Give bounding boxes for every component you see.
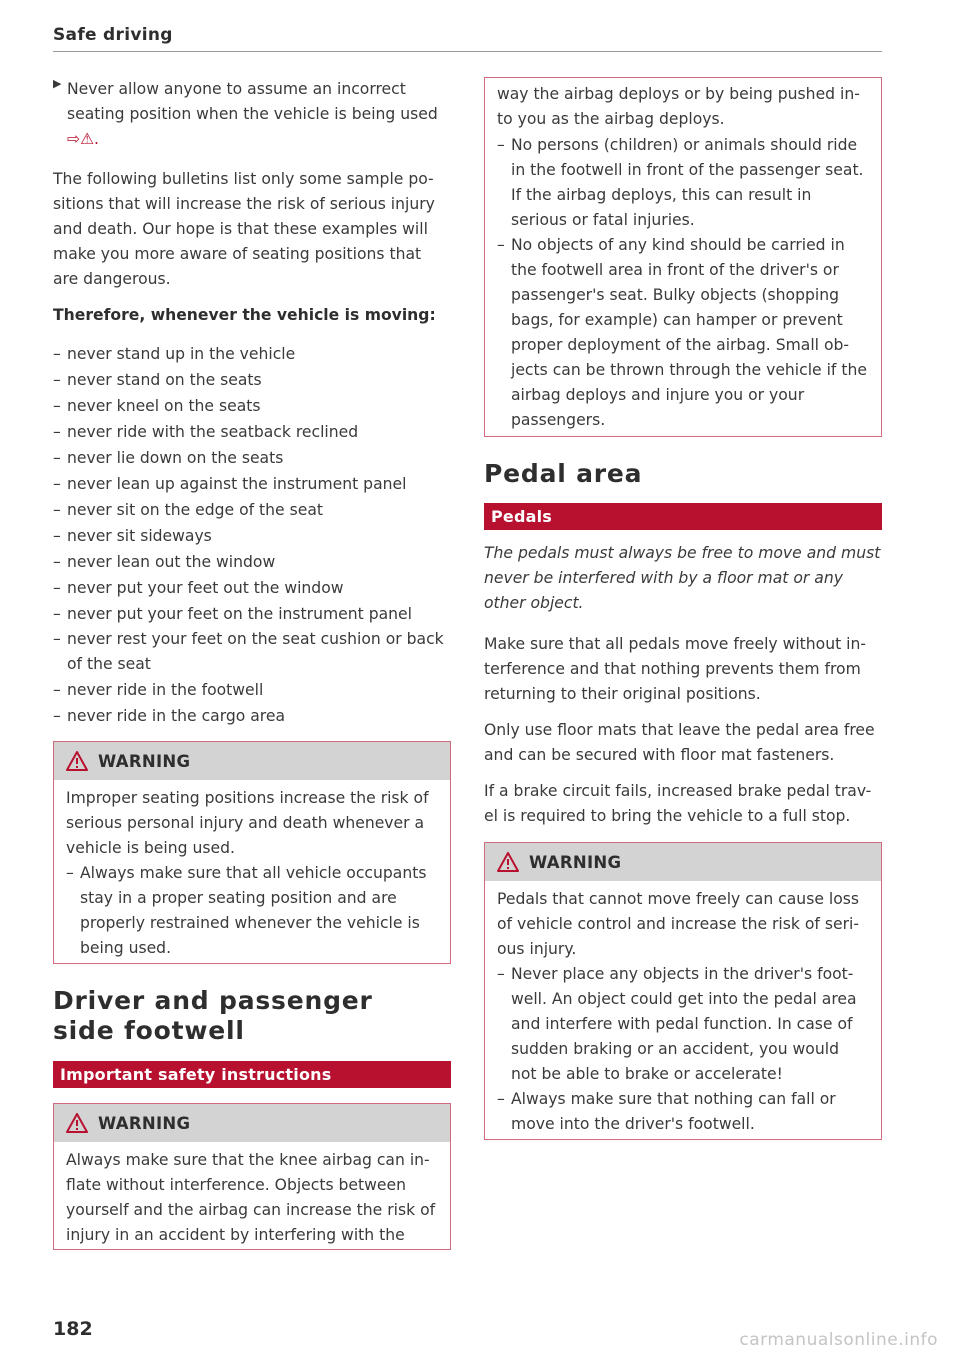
warning-header	[485, 843, 881, 881]
list-item: – never ride in the cargo area	[53, 703, 451, 729]
warning-triangle-icon	[497, 852, 519, 872]
list-item: – No objects of any kind should be carried in the footwell area in front of the driver's or passenger's seat. Bulky objects (shopping bags, for example) can hamper or prevent proper deployment of the airbag. Small ob-jects can be thrown through the vehicle if the airbag deploys and injure you or your passengers.	[497, 233, 869, 433]
list-item: – No persons (children) or animals should ride in the footwell in front of the passenger seat. If the airbag deploys, this can result in serious or fatal injuries.	[497, 133, 869, 233]
warning-text: Always make sure that the knee airbag can in-flate without interference. Objects between yourself and the airbag can increase the risk of injury in an accident by interfering with the	[66, 1151, 436, 1244]
list-item: – never put your feet out the window	[53, 575, 451, 601]
warning-box	[53, 741, 451, 964]
warning-label: WARNING	[98, 1113, 191, 1133]
moving-list	[53, 341, 451, 729]
list-item: – never sit sideways	[53, 523, 451, 549]
list-item: – never lean out the window	[53, 549, 451, 575]
warning-header	[54, 742, 450, 780]
list-item: – Never place any objects in the driver's foot-well. An object could get into the pedal area and interfere with pedal function. In case of sudden braking or an accident, you would not be able to brake or accelerate!	[497, 962, 869, 1087]
subsection-bar-pedals: Pedals	[484, 503, 882, 530]
list-item: – never put your feet on the instrument panel	[53, 601, 451, 627]
list-item: – Always make sure that nothing can fall or move into the driver's footwell.	[497, 1087, 869, 1137]
list-item: – never rest your feet on the seat cushion or back of the seat	[53, 627, 451, 677]
pedals-paragraph-2: Only use floor mats that leave the pedal area free and can be secured with floor mat fasteners.	[484, 721, 875, 764]
warning-label: WARNING	[529, 852, 622, 872]
warning-list	[497, 962, 869, 1137]
list-item: – never stand on the seats	[53, 367, 451, 393]
list-item: – never ride with the seatback reclined	[53, 419, 451, 445]
moving-heading: Therefore, whenever the vehicle is moving:	[53, 306, 436, 324]
header-rule	[53, 51, 882, 52]
intro-paragraph: The following bulletins list only some sample po-sitions that will increase the risk of serious injury and death. Our hope is that these examples will make you more aware of seating positions that are dangerous.	[53, 170, 435, 288]
warning-list	[66, 861, 438, 961]
page-header-title: Safe driving	[53, 25, 173, 45]
warning-box	[484, 842, 882, 1140]
subsection-bar-safety: Important safety instructions	[53, 1061, 451, 1088]
continued-list	[497, 133, 869, 433]
list-item: – never kneel on the seats	[53, 393, 451, 419]
warning-label: WARNING	[98, 751, 191, 771]
list-item: – never ride in the footwell	[53, 677, 451, 703]
pedals-paragraph-3: If a brake circuit fails, increased brake pedal trav-el is required to bring the vehicle to a full stop.	[484, 782, 872, 825]
warning-header	[54, 1104, 450, 1142]
list-item: – never lean up against the instrument panel	[53, 471, 451, 497]
list-item: – never sit on the edge of the seat	[53, 497, 451, 523]
warning-text: Improper seating positions increase the risk of serious personal injury and death whenever a vehicle is being used.	[66, 789, 429, 857]
warning-triangle-icon	[66, 751, 88, 771]
bullet-arrow-item	[53, 77, 451, 152]
triangle-bullet-icon: ▶	[53, 77, 62, 90]
pedals-intro: The pedals must always be free to move and must never be interfered with by a floor mat or any other object.	[484, 544, 881, 612]
section-title-pedal-area: Pedal area	[484, 459, 643, 488]
pedals-paragraph-1: Make sure that all pedals move freely without in-terference and that nothing prevents them from returning to their original positions.	[484, 635, 867, 703]
warning-box	[53, 1103, 451, 1250]
watermark: carmanualsonline.info	[739, 1330, 938, 1350]
arrow-item-text: Never allow anyone to assume an incorrect seating position when the vehicle is being used	[67, 80, 438, 123]
list-item: – never stand up in the vehicle	[53, 341, 451, 367]
warning-reference-link[interactable]: ⇨⚠.	[67, 130, 100, 148]
continued-text: way the airbag deploys or by being pushed in-to you as the airbag deploys.	[497, 85, 860, 128]
warning-text: Pedals that cannot move freely can cause loss of vehicle control and increase the risk of seri-ous injury.	[497, 890, 859, 958]
list-item: – never lie down on the seats	[53, 445, 451, 471]
page-number: 182	[53, 1318, 93, 1340]
warning-triangle-icon	[66, 1113, 88, 1133]
section-title-footwell: Driver and passenger side footwell	[53, 986, 373, 1045]
warning-continued-box	[484, 77, 882, 437]
list-item: – Always make sure that all vehicle occupants stay in a proper seating position and are properly restrained whenever the vehicle is being used.	[66, 861, 438, 961]
